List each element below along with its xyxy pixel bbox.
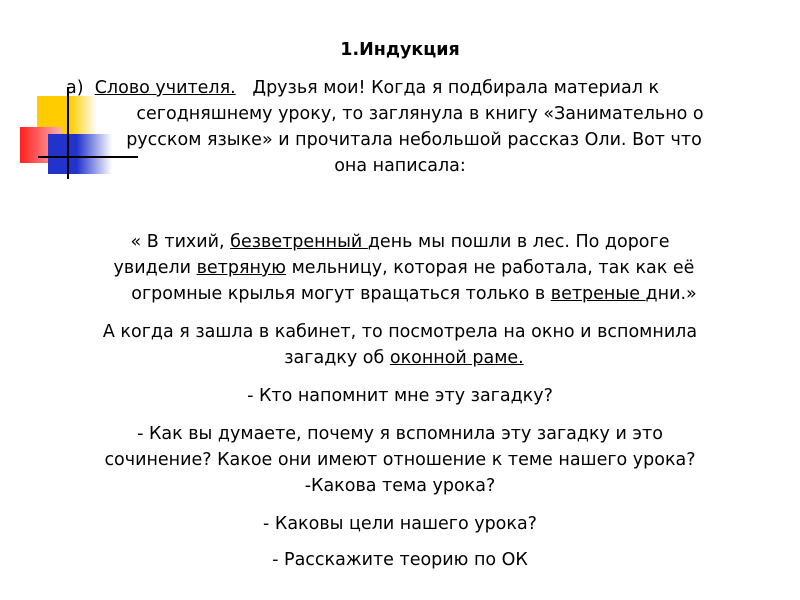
question-3: -Какова тема урока?: [304, 476, 496, 496]
intro-line-4: она написала:: [334, 156, 466, 176]
quote-line-3: огромные крылья могут вращаться только в ветреные дни.»: [131, 284, 697, 304]
question-1: - Кто напомнит мне эту загадку?: [247, 386, 553, 406]
quote-line-1: « В тихий, безветренный день мы пошли в лес. По дороге: [130, 232, 670, 252]
teacher-word-label: Слово учителя.: [94, 78, 236, 98]
intro-line-3: русском языке» и прочитала небольшой рассказ Оли. Вот что: [126, 130, 702, 150]
question-4: - Каковы цели нашего урока?: [263, 514, 537, 534]
intro-line-1: [0, 78, 800, 98]
question-2: - Как вы думаете, почему я вспомнила эту загадку и это: [137, 424, 663, 444]
question-5: - Расскажите теорию по ОК: [272, 550, 528, 570]
quote-line-2: увидели ветряную мельницу, которая не работала, так как её: [113, 258, 695, 278]
para-line-2: загадку об оконной раме.: [284, 348, 524, 368]
list-marker: а): [66, 78, 84, 98]
slide-title: 1.Индукция: [340, 40, 460, 60]
para-line-1: А когда я зашла в кабинет, то посмотрела на окно и вспомнила: [102, 322, 698, 342]
question-2-cont: сочинение? Какое они имеют отношение к теме нашего урока?: [104, 450, 696, 470]
intro-text: Друзья мои! Когда я подбирала материал к: [252, 78, 660, 98]
intro-line-2: сегодняшнему уроку, то заглянула в книгу «Занимательно о: [136, 104, 704, 124]
